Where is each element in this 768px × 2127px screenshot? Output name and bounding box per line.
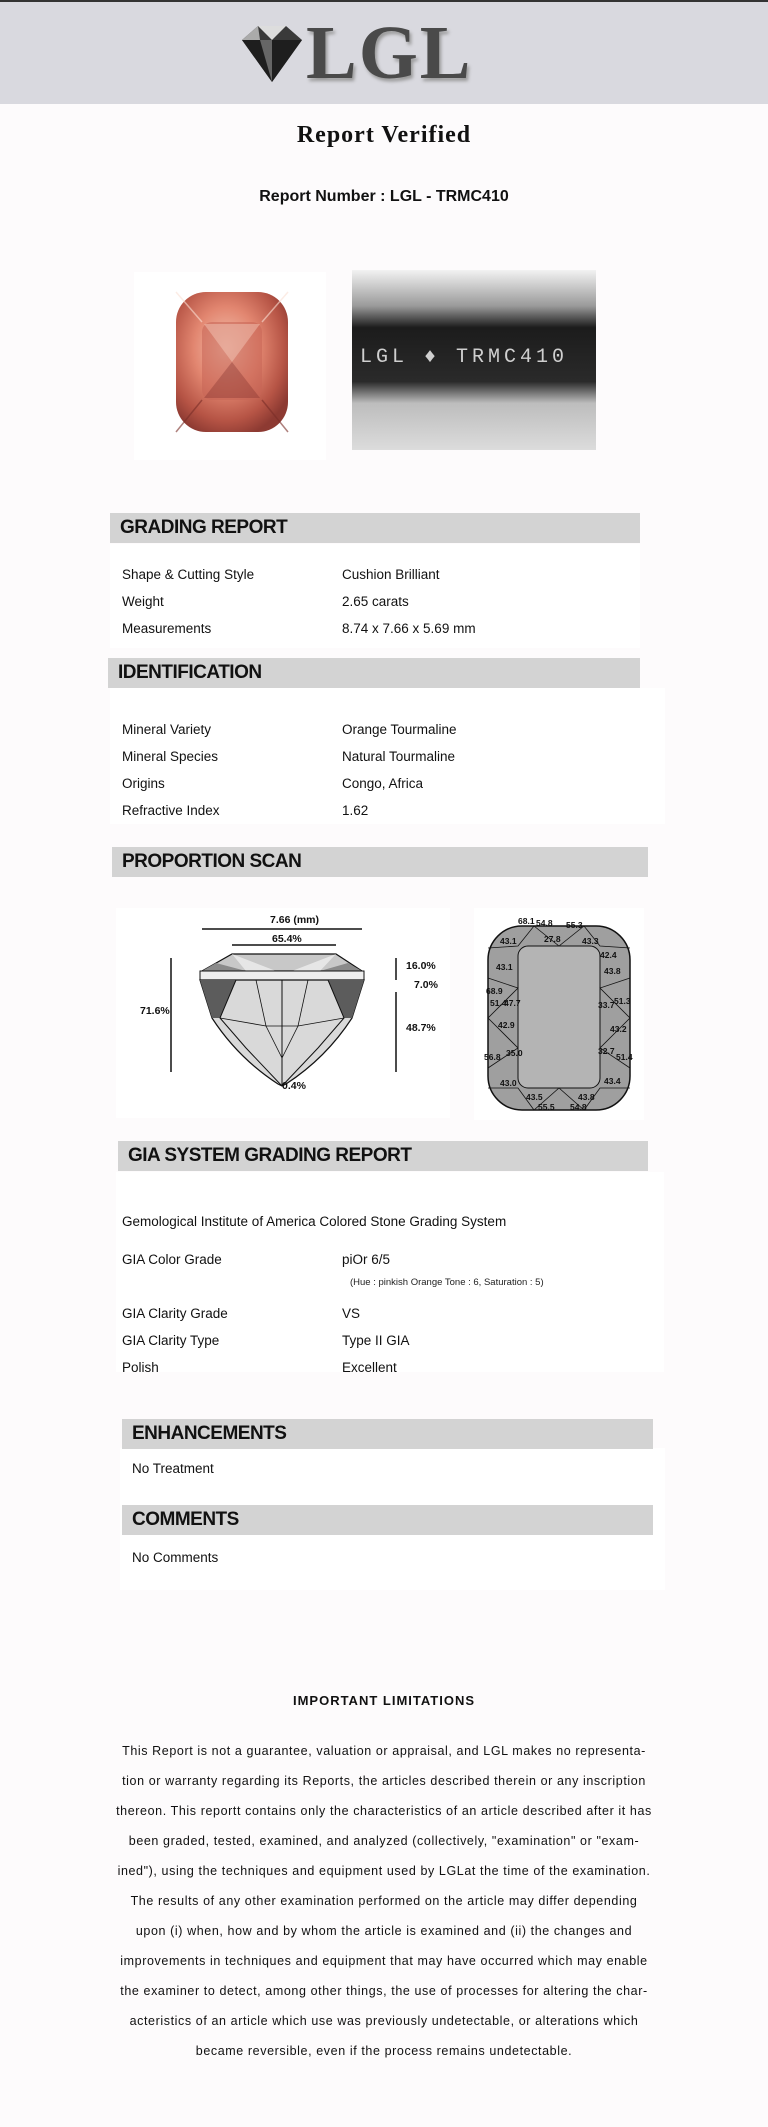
top-view-value: 33.7 (598, 1000, 615, 1010)
gia-clarity-grade-value: VS (342, 1306, 361, 1321)
top-view-value: 27.8 (544, 934, 561, 944)
limitations-line: upon (i) when, how and by whom the article is examined and (ii) the changes and (135, 1924, 633, 1938)
top-view-value: 43.8 (578, 1092, 595, 1102)
mineral-species-value: Natural Tourmaline (342, 749, 456, 764)
gia-clarity-type-label: GIA Clarity Type (122, 1333, 220, 1348)
diamond-logo-icon (232, 22, 312, 88)
top-view-value: 47.7 (504, 998, 521, 1008)
top-view-value: 43.1 (500, 936, 517, 946)
top-view-value: 68.9 (486, 986, 503, 996)
comments-heading: COMMENTS (122, 1505, 653, 1535)
top-view-value: 55.5 (538, 1102, 555, 1112)
gia-clarity-grade-label: GIA Clarity Grade (122, 1306, 228, 1321)
top-view-value: 35.0 (506, 1048, 523, 1058)
limitations-text (110, 1736, 658, 2066)
lgl-logo (232, 11, 492, 95)
shape-value: Cushion Brilliant (342, 567, 440, 582)
refractive-index-label: Refractive Index (122, 803, 220, 818)
top-view-value: 32.7 (598, 1046, 615, 1056)
report-number: Report Number : LGL - TRMC410 (259, 188, 509, 205)
gia-color-grade-value: piOr 6/5 (342, 1252, 391, 1267)
refractive-index-value: 1.62 (342, 803, 369, 818)
top-view-value: 43.8 (604, 966, 621, 976)
gia-clarity-type-value: Type II GIA (342, 1333, 410, 1348)
side-culet-label: 0.4% (282, 1080, 306, 1092)
gemstone-photo (134, 272, 326, 460)
proportion-scan-heading: PROPORTION SCAN (112, 847, 648, 877)
gia-color-note: (Hue : pinkish Orange Tone : 6, Saturation : 5) (350, 1277, 544, 1288)
header-banner (0, 0, 768, 104)
top-view-value: 43.1 (496, 962, 513, 972)
mineral-variety-value: Orange Tourmaline (342, 722, 457, 737)
top-view-value: 68.1 (518, 916, 535, 926)
top-view-value: 51.4 (616, 1052, 633, 1062)
side-crown-label: 16.0% (406, 960, 436, 972)
top-view-value: 55.3 (566, 920, 583, 930)
limitations-line: tion or warranty regarding its Reports, the articles described therein or any inscription (122, 1774, 646, 1788)
top-view-value: 43.2 (610, 1024, 627, 1034)
top-view-value: 54.8 (570, 1102, 587, 1112)
origins-label: Origins (122, 776, 165, 791)
side-width-label: 7.66 (mm) (270, 914, 320, 926)
top-view-value: 42.4 (600, 950, 617, 960)
inscription-text: LGL ♦ TRMC410 (360, 346, 569, 369)
measurements-value: 8.74 x 7.66 x 5.69 mm (342, 621, 476, 636)
gia-system-line: Gemological Institute of America Colored Stone Grading System (122, 1214, 507, 1229)
mineral-variety-label: Mineral Variety (122, 722, 212, 737)
top-view-value: 43.3 (582, 936, 599, 946)
girdle-inscription-photo (352, 270, 596, 450)
limitations-line: acteristics of an article which use was previously undetectable, or alterations which (129, 2014, 639, 2028)
limitations-line: The results of any other examination performed on the article may differ depending (130, 1894, 638, 1908)
proportion-side-diagram (116, 908, 450, 1118)
logo-text: LGL (306, 11, 473, 95)
proportion-top-diagram (474, 908, 644, 1120)
top-view-value: 43.4 (604, 1076, 621, 1086)
shape-label: Shape & Cutting Style (122, 567, 255, 582)
side-girdle-label: 7.0% (414, 979, 438, 991)
top-view-value: 43.0 (500, 1078, 517, 1088)
mineral-species-label: Mineral Species (122, 749, 219, 764)
polish-value: Excellent (342, 1360, 397, 1375)
page-title: Report Verified (296, 122, 472, 148)
weight-value: 2.65 carats (342, 594, 409, 609)
top-view-value: 42.9 (498, 1020, 515, 1030)
side-depth-label: 71.6% (140, 1005, 170, 1017)
polish-label: Polish (122, 1360, 159, 1375)
limitations-line: ined"), using the techniques and equipment used by LGLat the time of the examination. (117, 1864, 651, 1878)
enhancements-heading: ENHANCEMENTS (122, 1419, 653, 1449)
measurements-label: Measurements (122, 621, 212, 636)
limitations-line: This Report is not a guarantee, valuation or appraisal, and LGL makes no representa- (122, 1744, 646, 1758)
side-table-label: 65.4% (272, 933, 302, 945)
limitations-line: thereon. This reportt contains only the characteristics of an article described after it has (116, 1804, 652, 1818)
limitations-heading: IMPORTANT LIMITATIONS (292, 1693, 476, 1708)
gia-color-grade-label: GIA Color Grade (122, 1252, 222, 1267)
grading-report-heading: GRADING REPORT (110, 513, 640, 543)
top-view-value: 54.8 (536, 918, 553, 928)
side-pavilion-label: 48.7% (406, 1022, 436, 1034)
limitations-line: the examiner to detect, among other things, the use of processes for altering the char- (120, 1984, 648, 1998)
comments-text: No Comments (132, 1550, 219, 1565)
top-view-value: 51.4 (490, 998, 507, 1008)
identification-heading: IDENTIFICATION (108, 658, 640, 688)
top-view-value: 56.8 (484, 1052, 501, 1062)
origins-value: Congo, Africa (342, 776, 424, 791)
enhancements-text: No Treatment (132, 1461, 214, 1476)
top-view-value: 51.3 (614, 996, 631, 1006)
top-view-value: 43.5 (526, 1092, 543, 1102)
gia-heading: GIA SYSTEM GRADING REPORT (118, 1141, 648, 1171)
limitations-line: improvements in techniques and equipment that may have occurred which may enable (120, 1954, 648, 1968)
limitations-line: been graded, tested, examined, and analyzed (collectively, "examination" or "exam- (128, 1834, 640, 1848)
weight-label: Weight (122, 594, 164, 609)
limitations-line: became reversible, even if the process remains undetectable. (195, 2044, 573, 2058)
